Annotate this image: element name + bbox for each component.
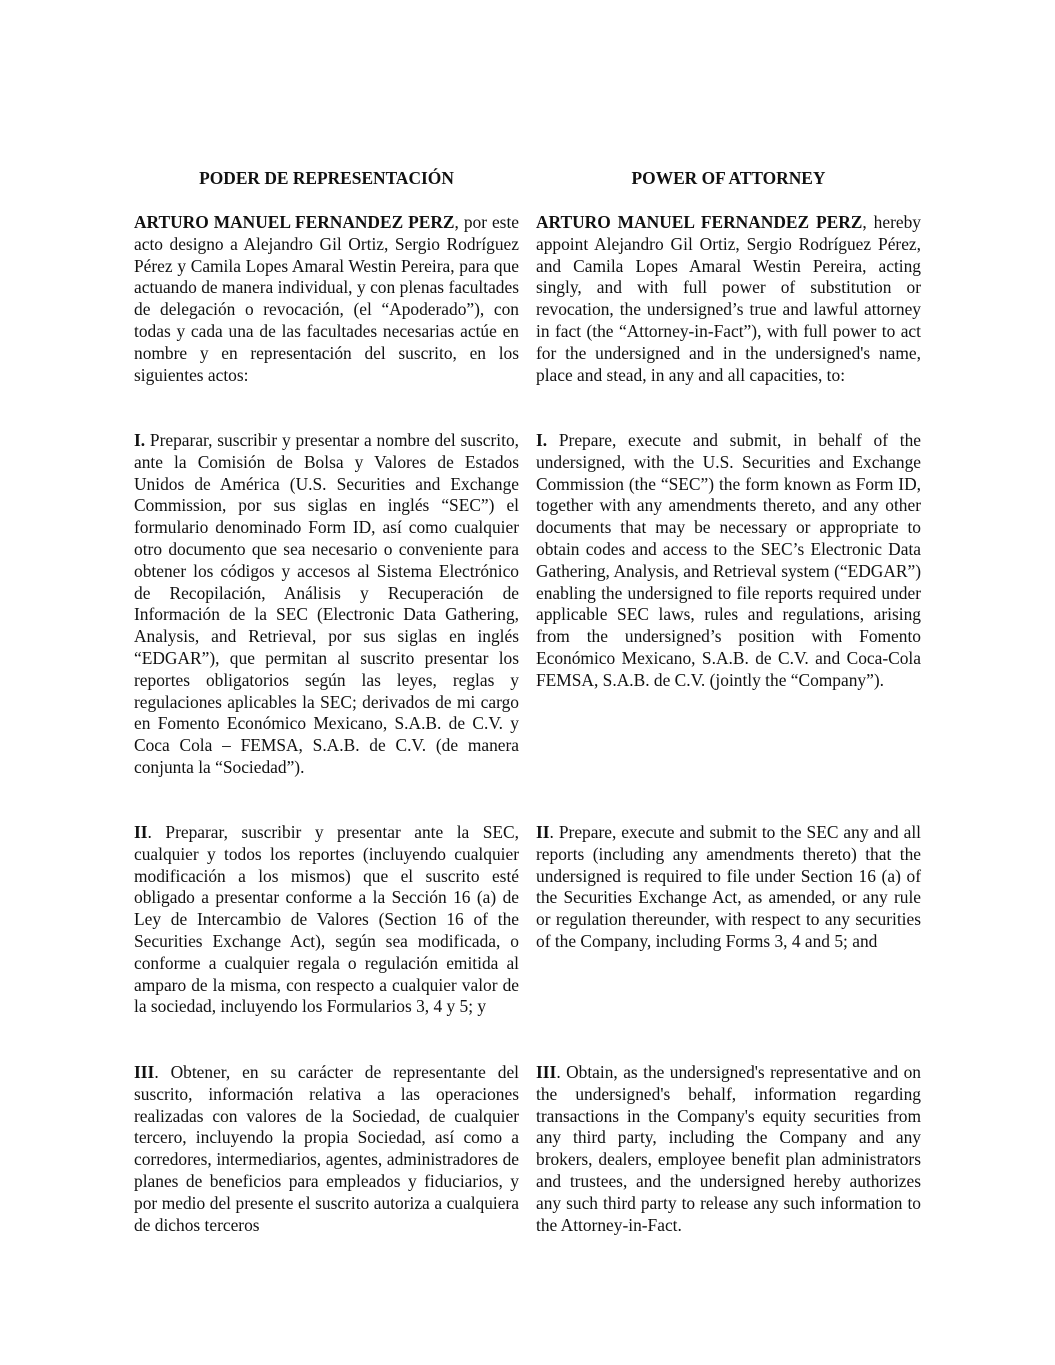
clause-text: . Obtain, as the undersigned's representative and on the undersigned's behalf, information regarding transactions in the Company's equity securities from any third party, including the Company and any brokers, dealers, employee benefit plan administrators and trustees, and the undersigned hereby authorizes any such third party to release any such information to the Attorney-in-Fact. xyxy=(536,1062,921,1235)
clause-number: II xyxy=(134,822,148,842)
clause-text: . Prepare, execute and submit to the SEC any and all reports (including any amendments thereto) that the undersigned is required to file under Section 16 (a) of the Securities Exchange Act, as amended, or any rule or regulation thereunder, with respect to any securities of the Company, including Forms 3, 4 and 5; and xyxy=(536,822,921,951)
grantor-name: ARTURO MANUEL FERNANDEZ PERZ xyxy=(536,212,863,232)
english-clause-1 xyxy=(536,430,921,692)
spanish-title: PODER DE REPRESENTACIÓN xyxy=(199,168,454,188)
clause-text: Preparar, suscribir y presentar a nombre del suscrito, ante la Comisión de Bolsa y Valores de Estados Unidos de América (U.S. Securities and Exchange Commission, por sus siglas en inglés “SEC”) el formulario denominado Form ID, así como cualquier otro documento que sea necesario o conveniente para obtener los códigos y accesos al Sistema Electrónico de Recopilación, Análisis y Recuperación de Información de la SEC (Electronic Data Gathering, Analysis, and Retrieval, por sus siglas en inglés “EDGAR”), que permitan al suscrito presentar los reportes obligatorios según las leyes, reglas y regulaciones aplicables la SEC; derivados de mi cargo en Fomento Económico Mexicano, S.A.B. de C.V. y Coca Cola – FEMSA, S.A.B. de C.V. (de manera conjunta la “Sociedad”). xyxy=(134,430,519,777)
english-clause-3 xyxy=(536,1062,921,1236)
english-clause-2 xyxy=(536,822,921,953)
grantor-name: ARTURO MANUEL FERNANDEZ PERZ xyxy=(134,212,455,232)
spanish-clause-3 xyxy=(134,1062,519,1236)
clause-number: I. xyxy=(134,430,146,450)
clause-text: Prepare, execute and submit, in behalf of the undersigned, with the U.S. Securities and Exchange Commission (the “SEC”) the form known as Form ID, together with any amendments thereto, and any other documents that may be necessary or appropriate to obtain codes and access to the SEC’s Electronic Data Gathering, Analysis, and Retrieval system (“EDGAR”) enabling the undersigned to file reports required under applicable SEC laws, rules and regulations, arising from the undersigned’s position with Fomento Económico Mexicano, S.A.B. de C.V. and Coca-Cola FEMSA, S.A.B. de C.V. (jointly the “Company”). xyxy=(536,430,921,690)
clause-number: III xyxy=(134,1062,155,1082)
intro-text: , por este acto designo a Alejandro Gil Ortiz, Sergio Rodríguez Pérez y Camila Lopes Amaral Westin Pereira, para que actuando de manera individual, y con plenas facultades de delegación o revocación, (el “Apoderado”), con todas y cada una de las facultades necesarias actúe en nombre y en representación del suscrito, en los siguientes actos: xyxy=(134,212,519,385)
clause-number: II xyxy=(536,822,550,842)
english-title: POWER OF ATTORNEY xyxy=(631,168,826,188)
clause-text: . Obtener, en su carácter de representante del suscrito, información relativa a las operaciones realizadas con valores de la Sociedad, de cualquier tercero, incluyendo la propia Sociedad, así como a corredores, intermediarios, agentes, administradores de planes de beneficios para empleados y fiduciarios, y por medio del presente el suscrito autoriza a cualquiera de dichos terceros xyxy=(134,1062,519,1235)
clause-text: . Preparar, suscribir y presentar ante la SEC, cualquier y todos los reportes (incluyendo cualquier modificación a los mismos) que el suscrito esté obligado a presentar conforme a la Sección 16 (a) de Ley de Intercambio de Valores (Section 16 of the Securities Exchange Act), según sea modificada, o conforme a cualquier regala o regulación emitida al amparo de la misma, con respecto a cualquier valor de la sociedad, incluyendo los Formularios 3, 4 y 5; y xyxy=(134,822,519,1017)
clause-number: III xyxy=(536,1062,557,1082)
spanish-clause-2 xyxy=(134,822,519,1018)
spanish-intro-paragraph xyxy=(134,212,519,386)
english-intro-paragraph xyxy=(536,212,921,386)
clause-number: I. xyxy=(536,430,548,450)
spanish-clause-1 xyxy=(134,430,519,779)
intro-text: , hereby appoint Alejandro Gil Ortiz, Sergio Rodríguez Pérez, and Camila Lopes Amaral Westin Pereira, acting singly, and with full power of substitution or revocation, the undersigned’s true and lawful attorney in fact (the “Attorney-in-Fact”), with full power to act for the undersigned and in the undersigned's name, place and stead, in any and all capacities, to: xyxy=(536,212,921,385)
